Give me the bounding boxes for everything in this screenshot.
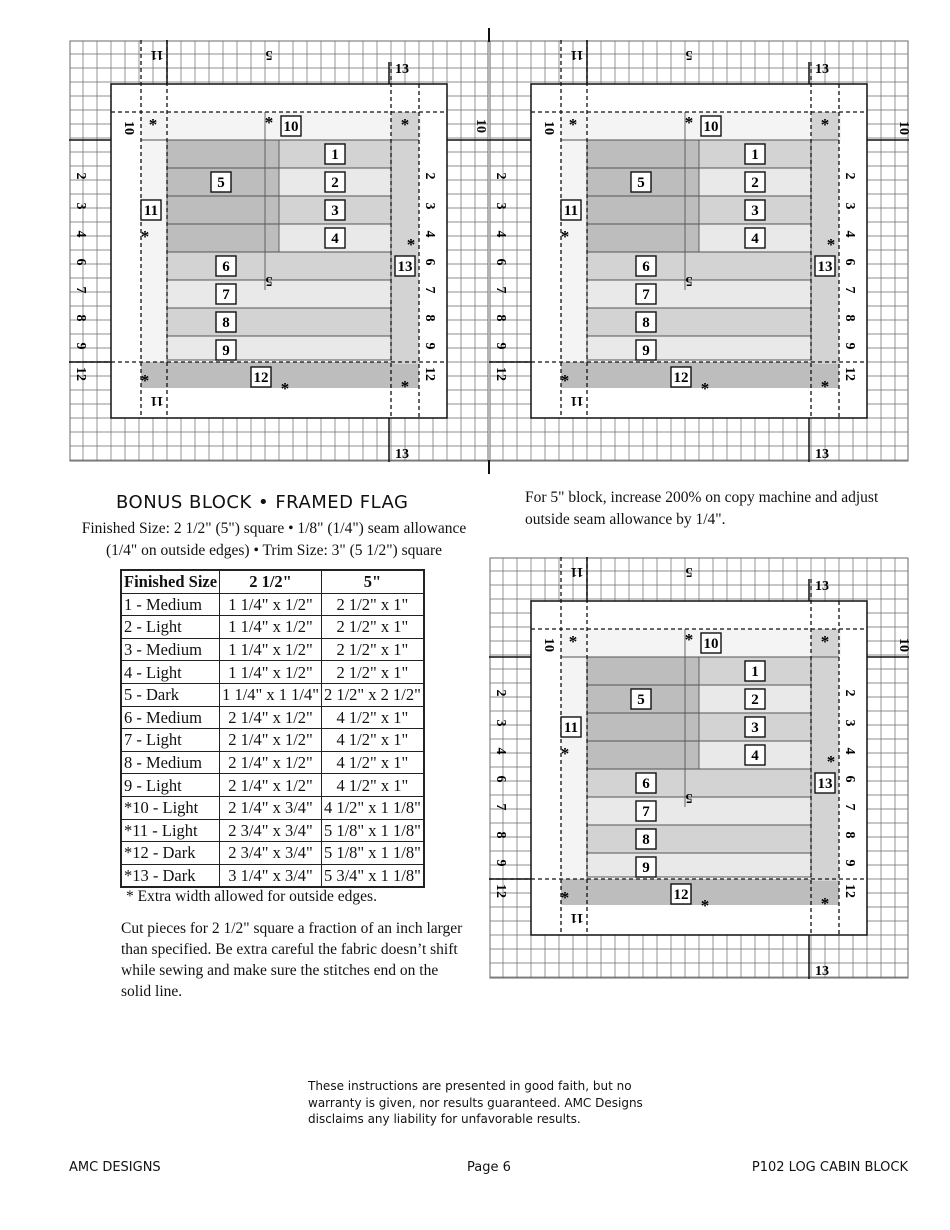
cutting-table-body xyxy=(122,593,424,887)
edge-label-bottom-11: 11 xyxy=(570,910,584,925)
edge-label-bottom-11: 11 xyxy=(570,393,584,408)
piece-13-label: 13 xyxy=(397,259,413,275)
edge-label-left-6: 6 xyxy=(493,258,508,266)
star-marker: * xyxy=(684,113,694,132)
edge-label-right-7: 7 xyxy=(422,286,437,294)
piece-9-fill xyxy=(587,336,811,360)
table-cell: 4 1/2" x 1" xyxy=(321,774,423,797)
star-marker: * xyxy=(820,632,830,651)
edge-label-bottom-13: 13 xyxy=(395,447,409,462)
table-row xyxy=(122,661,424,684)
piece-9-label: 9 xyxy=(642,343,650,359)
edge-label-right-3: 3 xyxy=(422,202,437,210)
table-cell: 2 1/2" x 1" xyxy=(321,661,423,684)
table-cell: 2 1/4" x 3/4" xyxy=(220,796,322,819)
center-tick-mark xyxy=(488,460,490,474)
edge-label-bottom-13: 13 xyxy=(815,447,829,462)
edge-label-left-8: 8 xyxy=(493,831,508,839)
piece-3-label: 3 xyxy=(331,203,339,219)
edge-label-left-2: 2 xyxy=(493,689,508,697)
edge-label-left-10: 10 xyxy=(541,638,556,652)
piece-8-label: 8 xyxy=(642,832,650,848)
piece-7-label: 7 xyxy=(222,287,230,303)
table-cell: 7 - Light xyxy=(122,729,220,752)
center-tick-mark xyxy=(488,28,490,42)
pattern-block-bottom-right xyxy=(489,557,909,979)
edge-label-left-4: 4 xyxy=(73,230,88,238)
table-row xyxy=(122,819,424,842)
star-marker: * xyxy=(684,630,694,649)
piece-9-fill xyxy=(167,336,391,360)
piece-2-label: 2 xyxy=(751,175,759,191)
table-cell: *11 - Light xyxy=(122,819,220,842)
star-marker: * xyxy=(700,379,710,398)
star-marker: * xyxy=(560,888,570,907)
edge-label-top-11: 11 xyxy=(570,47,584,62)
piece-4-label: 4 xyxy=(751,748,759,764)
edge-label-left-9: 9 xyxy=(493,859,508,867)
table-cell: 1 1/4" x 1/2" xyxy=(220,638,322,661)
table-row xyxy=(122,706,424,729)
star-marker: * xyxy=(700,896,710,915)
piece-10-label: 10 xyxy=(703,636,719,652)
piece-9-label: 9 xyxy=(642,860,650,876)
edge-label-right-8: 8 xyxy=(842,831,857,839)
table-cell: 2 1/2" x 1" xyxy=(321,593,423,616)
table-cell: 1 - Medium xyxy=(122,593,220,616)
edge-label-right-9: 9 xyxy=(842,342,857,350)
piece-3-label: 3 xyxy=(751,720,759,736)
table-cell: 2 1/2" x 1" xyxy=(321,616,423,639)
edge-label-right-outer-10: 10 xyxy=(896,121,911,135)
size-spec-line-1: Finished Size: 2 1/2" (5") square • 1/8" (1/4") seam allowance xyxy=(81,520,467,537)
edge-label-right-8: 8 xyxy=(842,314,857,322)
piece-1-label: 1 xyxy=(751,664,759,680)
edge-label-right-3: 3 xyxy=(842,719,857,727)
edge-label-right-12: 12 xyxy=(422,367,437,381)
edge-label-right-outer-10: 10 xyxy=(896,638,911,652)
piece-1-label: 1 xyxy=(751,147,759,163)
piece-5-label: 5 xyxy=(637,692,645,708)
table-cell: 3 1/4" x 3/4" xyxy=(220,864,322,887)
piece-7-label: 7 xyxy=(642,804,650,820)
table-cell: 1 1/4" x 1 1/4" xyxy=(220,683,322,706)
table-cell: 9 - Light xyxy=(122,774,220,797)
edge-label-left-6: 6 xyxy=(73,258,88,266)
pattern-block-top-left xyxy=(69,40,489,462)
cutting-instructions: Cut pieces for 2 1/2" square a fraction of an inch larger than specified. Be extra careful the fabric doesn’t shift while sewing and make sure the stitches end on the solid line. xyxy=(121,920,463,1000)
table-cell: 2 3/4" x 3/4" xyxy=(220,819,322,842)
edge-label-right-7: 7 xyxy=(842,803,857,811)
star-marker: * xyxy=(820,894,830,913)
piece-6-label: 6 xyxy=(642,776,650,792)
piece-1-label: 1 xyxy=(331,147,339,163)
piece-12-label: 12 xyxy=(253,370,269,386)
edge-label-left-9: 9 xyxy=(493,342,508,350)
edge-label-bottom-13: 13 xyxy=(815,964,829,979)
cutting-table-header-0: Finished Size xyxy=(122,571,220,594)
table-cell: 5 - Dark xyxy=(122,683,220,706)
table-row xyxy=(122,729,424,752)
edge-label-left-9: 9 xyxy=(73,342,88,350)
table-cell: 2 - Light xyxy=(122,616,220,639)
edge-label-left-8: 8 xyxy=(493,314,508,322)
edge-label-right-12: 12 xyxy=(842,367,857,381)
table-cell: 1 1/4" x 1/2" xyxy=(220,593,322,616)
edge-label-left-12: 12 xyxy=(493,884,508,898)
size-spec-line-2: (1/4" on outside edges) • Trim Size: 3" (5 1/2") square xyxy=(105,542,443,559)
edge-label-left-4: 4 xyxy=(493,230,508,238)
table-cell: 4 1/2" x 1" xyxy=(321,706,423,729)
table-row xyxy=(122,638,424,661)
table-row xyxy=(122,796,424,819)
piece-10-label: 10 xyxy=(703,119,719,135)
edge-label-right-9: 9 xyxy=(842,859,857,867)
edge-label-left-3: 3 xyxy=(493,202,508,210)
extra-width-note: * Extra width allowed for outside edges. xyxy=(126,888,377,905)
edge-label-left-6: 6 xyxy=(493,775,508,783)
piece-11-label: 11 xyxy=(143,203,159,219)
edge-label-left-12: 12 xyxy=(73,367,88,381)
section-title: BONUS BLOCK • FRAMED FLAG xyxy=(116,492,409,513)
table-row xyxy=(122,616,424,639)
edge-label-right-4: 4 xyxy=(842,230,857,238)
table-cell: *12 - Dark xyxy=(122,842,220,865)
star-marker: * xyxy=(820,377,830,396)
edge-label-right-6: 6 xyxy=(842,258,857,266)
disclaimer: These instructions are presented in good faith, but no warranty is given, nor results guaranteed. AMC Designs disclaims any liability for unfavorable results. xyxy=(308,1079,643,1126)
edge-label-top-5: 5 xyxy=(265,47,273,62)
table-cell: 1 1/4" x 1/2" xyxy=(220,616,322,639)
table-cell: 2 1/4" x 1/2" xyxy=(220,774,322,797)
star-marker: * xyxy=(140,227,150,246)
edge-label-right-2: 2 xyxy=(422,172,437,180)
star-marker: * xyxy=(148,115,158,134)
edge-label-top-11: 11 xyxy=(150,47,164,62)
piece-8-label: 8 xyxy=(642,315,650,331)
table-cell: 4 1/2" x 1" xyxy=(321,729,423,752)
edge-label-right-7: 7 xyxy=(842,286,857,294)
edge-label-right-4: 4 xyxy=(842,747,857,755)
cutting-table-header-1: 2 1/2" xyxy=(220,571,322,594)
star-marker: * xyxy=(400,377,410,396)
star-marker: * xyxy=(264,113,274,132)
cutting-table xyxy=(121,570,424,887)
piece-10-label: 10 xyxy=(283,119,299,135)
piece-8-fill xyxy=(167,308,391,336)
footer-publisher: AMC DESIGNS xyxy=(69,1160,161,1175)
piece-6-label: 6 xyxy=(222,259,230,275)
table-cell: 2 1/4" x 1/2" xyxy=(220,706,322,729)
edge-label-left-7: 7 xyxy=(493,286,508,294)
edge-label-right-8: 8 xyxy=(422,314,437,322)
star-marker: * xyxy=(568,115,578,134)
piece-13-label: 13 xyxy=(817,776,833,792)
piece-6-fill xyxy=(167,252,391,280)
piece-8-fill xyxy=(587,825,811,853)
piece-3-label: 3 xyxy=(751,203,759,219)
table-row xyxy=(122,774,424,797)
star-marker: * xyxy=(280,379,290,398)
piece-11-label: 11 xyxy=(563,720,579,736)
table-cell: 2 1/4" x 1/2" xyxy=(220,751,322,774)
footer-page-number: Page 6 xyxy=(467,1160,511,1175)
block-diagram xyxy=(69,40,489,462)
table-row xyxy=(122,751,424,774)
edge-label-left-7: 7 xyxy=(493,803,508,811)
table-row xyxy=(122,683,424,706)
edge-label-top-5: 5 xyxy=(685,564,693,579)
piece-2-label: 2 xyxy=(331,175,339,191)
piece-5-label: 5 xyxy=(217,175,225,191)
edge-label-left-3: 3 xyxy=(493,719,508,727)
piece-8-label: 8 xyxy=(222,315,230,331)
edge-label-right-6: 6 xyxy=(842,775,857,783)
table-cell: 2 1/2" x 1" xyxy=(321,638,423,661)
piece-12-label: 12 xyxy=(673,887,689,903)
edge-label-top-13: 13 xyxy=(395,62,409,77)
table-cell: 2 1/4" x 1/2" xyxy=(220,729,322,752)
piece-6-label: 6 xyxy=(642,259,650,275)
star-marker: * xyxy=(820,115,830,134)
table-cell: 2 3/4" x 3/4" xyxy=(220,842,322,865)
piece-7-fill xyxy=(587,797,811,825)
edge-label-top-11: 11 xyxy=(570,564,584,579)
piece-8-fill xyxy=(587,308,811,336)
size-spec xyxy=(62,518,486,562)
piece-11-label: 11 xyxy=(563,203,579,219)
edge-label-right-2: 2 xyxy=(842,689,857,697)
table-cell: 4 1/2" x 1" xyxy=(321,751,423,774)
piece-6-fill xyxy=(587,252,811,280)
edge-label-left-3: 3 xyxy=(73,202,88,210)
inner-label-5: 5 xyxy=(685,790,693,805)
table-cell: 5 3/4" x 1 1/8" xyxy=(321,864,423,887)
block-diagram xyxy=(489,40,909,462)
star-marker: * xyxy=(140,371,150,390)
piece-5-label: 5 xyxy=(637,175,645,191)
edge-label-top-5: 5 xyxy=(685,47,693,62)
table-cell: 3 - Medium xyxy=(122,638,220,661)
star-marker: * xyxy=(560,371,570,390)
inner-label-5: 5 xyxy=(685,273,693,288)
edge-label-right-12: 12 xyxy=(842,884,857,898)
edge-label-right-6: 6 xyxy=(422,258,437,266)
piece-7-label: 7 xyxy=(642,287,650,303)
piece-7-fill xyxy=(587,280,811,308)
piece-9-fill xyxy=(587,853,811,877)
pattern-block-top-right xyxy=(489,40,909,462)
star-marker: * xyxy=(560,744,570,763)
footer-pattern-name: P102 LOG CABIN BLOCK xyxy=(751,1160,908,1175)
table-row xyxy=(122,593,424,616)
edge-label-between-10: 10 xyxy=(473,119,488,133)
edge-label-left-2: 2 xyxy=(73,172,88,180)
table-cell: 4 1/2" x 1 1/8" xyxy=(321,796,423,819)
cutting-table-header-2: 5" xyxy=(321,571,423,594)
edge-label-left-12: 12 xyxy=(493,367,508,381)
table-cell: 5 1/8" x 1 1/8" xyxy=(321,819,423,842)
piece-6-fill xyxy=(587,769,811,797)
star-marker: * xyxy=(406,235,416,254)
piece-4-label: 4 xyxy=(751,231,759,247)
table-cell: 4 - Light xyxy=(122,661,220,684)
edge-label-left-10: 10 xyxy=(541,121,556,135)
inner-label-5: 5 xyxy=(265,273,273,288)
piece-2-label: 2 xyxy=(751,692,759,708)
star-marker: * xyxy=(560,227,570,246)
table-cell: 2 1/2" x 2 1/2" xyxy=(321,683,423,706)
piece-7-fill xyxy=(167,280,391,308)
edge-label-right-9: 9 xyxy=(422,342,437,350)
edge-label-left-10: 10 xyxy=(121,121,136,135)
table-row xyxy=(122,864,424,887)
star-marker: * xyxy=(826,752,836,771)
table-cell: *13 - Dark xyxy=(122,864,220,887)
table-cell: 8 - Medium xyxy=(122,751,220,774)
edge-label-bottom-11: 11 xyxy=(150,393,164,408)
edge-label-left-4: 4 xyxy=(493,747,508,755)
edge-label-right-4: 4 xyxy=(422,230,437,238)
edge-label-left-7: 7 xyxy=(73,286,88,294)
edge-label-top-13: 13 xyxy=(815,579,829,594)
table-row xyxy=(122,842,424,865)
table-cell: 6 - Medium xyxy=(122,706,220,729)
cutting-table-header xyxy=(122,571,424,594)
block-diagram xyxy=(489,557,909,979)
edge-label-right-3: 3 xyxy=(842,202,857,210)
piece-12-label: 12 xyxy=(673,370,689,386)
edge-label-left-8: 8 xyxy=(73,314,88,322)
edge-label-top-13: 13 xyxy=(815,62,829,77)
piece-9-label: 9 xyxy=(222,343,230,359)
star-marker: * xyxy=(826,235,836,254)
edge-label-right-2: 2 xyxy=(842,172,857,180)
table-cell: *10 - Light xyxy=(122,796,220,819)
piece-4-label: 4 xyxy=(331,231,339,247)
star-marker: * xyxy=(400,115,410,134)
table-cell: 5 1/8" x 1 1/8" xyxy=(321,842,423,865)
enlarge-note: For 5" block, increase 200% on copy machine and adjust outside seam allowance by 1/4". xyxy=(525,489,879,528)
table-cell: 1 1/4" x 1/2" xyxy=(220,661,322,684)
piece-13-label: 13 xyxy=(817,259,833,275)
edge-label-left-2: 2 xyxy=(493,172,508,180)
star-marker: * xyxy=(568,632,578,651)
